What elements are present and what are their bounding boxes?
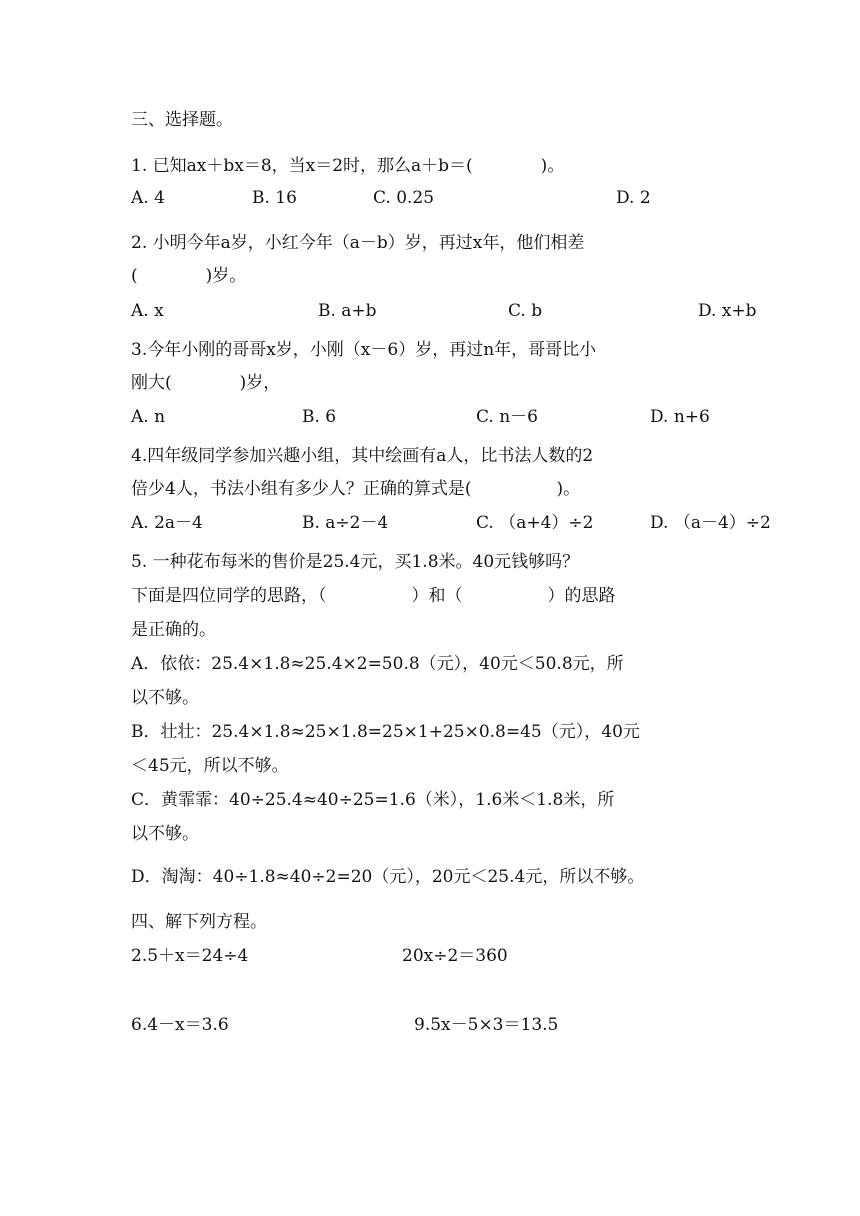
equation-1: 2.5＋x＝24÷4 xyxy=(131,946,249,966)
equation-2: 20x÷2＝360 xyxy=(402,946,508,966)
question-5-stem-line2: 下面是四位同学的思路，（ ）和（ ）的思路 xyxy=(131,586,616,606)
question-5-stem-line1: 5. 一种花布每米的售价是25.4元，买1.8米。40元钱够吗？ xyxy=(131,552,580,572)
question-5-option-b-line2: ＜45元，所以不够。 xyxy=(131,756,289,776)
question-4-option-b: B. a÷2－4 xyxy=(302,513,389,533)
question-2-option-c: C. b xyxy=(508,301,543,321)
question-4-option-c: C. （a+4）÷2 xyxy=(476,513,594,533)
section-title-equations: 四、解下列方程。 xyxy=(131,912,267,932)
question-3-option-c: C. n－6 xyxy=(476,407,538,427)
question-1-stem: 1. 已知ax＋bx＝8，当x＝2时，那么a＋b＝( )。 xyxy=(131,156,565,176)
question-2-option-b: B. a+b xyxy=(318,301,377,321)
question-5-option-a-line2: 以不够。 xyxy=(131,688,199,708)
question-1-option-b: B. 16 xyxy=(252,188,297,208)
question-5-option-c-line1: C．黄霏霏：40÷25.4≈40÷25=1.6（米），1.6米＜1.8米，所 xyxy=(131,790,615,810)
question-5-option-b-line1: B．壮壮：25.4×1.8≈25×1.8=25×1+25×0.8=45（元），40元 xyxy=(131,722,640,742)
question-1-option-d: D. 2 xyxy=(616,188,651,208)
question-3-stem-line1: 3.今年小刚的哥哥x岁，小刚（x－6）岁，再过n年，哥哥比小 xyxy=(131,340,597,360)
question-2-stem-line2: ( )岁。 xyxy=(131,266,247,286)
question-4-option-d: D. （a－4）÷2 xyxy=(650,513,771,533)
question-3-option-b: B. 6 xyxy=(302,407,337,427)
question-5-option-a-line1: A．依依：25.4×1.8≈25.4×2=50.8（元），40元＜50.8元，所 xyxy=(131,654,624,674)
question-5-option-c-line2: 以不够。 xyxy=(131,824,199,844)
question-2-option-d: D. x+b xyxy=(698,301,757,321)
question-5-option-d-line1: D．淘淘：40÷1.8≈40÷2=20（元），20元＜25.4元，所以不够。 xyxy=(131,867,645,887)
question-4-option-a: A. 2a－4 xyxy=(131,513,203,533)
question-3-option-a: A. n xyxy=(131,407,166,427)
question-2-option-a: A. x xyxy=(131,301,164,321)
question-4-stem-line2: 倍少4人，书法小组有多少人？正确的算式是( )。 xyxy=(131,479,581,499)
question-5-stem-line3: 是正确的。 xyxy=(131,620,216,640)
equation-3: 6.4－x＝3.6 xyxy=(131,1015,229,1035)
section-title-choice: 三、选择题。 xyxy=(131,110,233,130)
question-3-option-d: D. n+6 xyxy=(650,407,710,427)
question-1-option-c: C. 0.25 xyxy=(373,188,435,208)
question-3-stem-line2: 刚大( )岁， xyxy=(131,373,281,393)
question-2-stem-line1: 2. 小明今年a岁，小红今年（a－b）岁，再过x年，他们相差 xyxy=(131,233,585,253)
question-1-option-a: A. 4 xyxy=(131,188,165,208)
question-4-stem-line1: 4.四年级同学参加兴趣小组，其中绘画有a人，比书法人数的2 xyxy=(131,446,594,466)
equation-4: 9.5x－5×3＝13.5 xyxy=(414,1015,559,1035)
